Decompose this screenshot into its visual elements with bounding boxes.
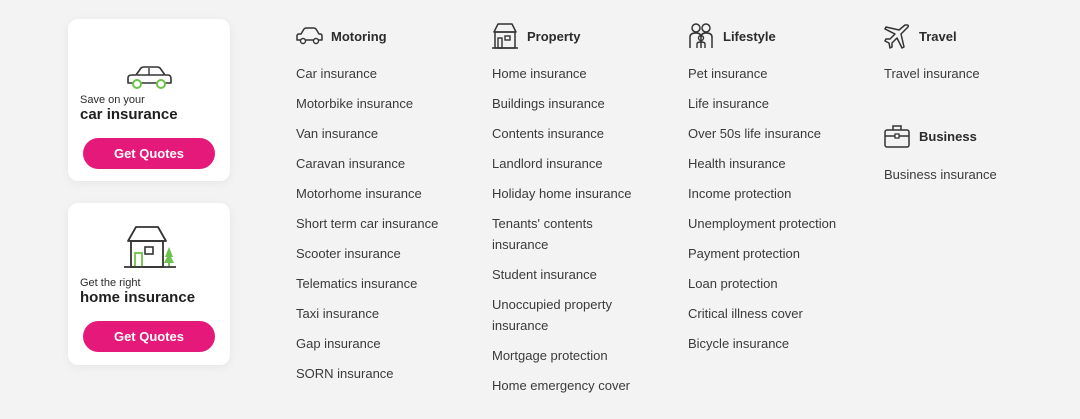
column-title: Business [919, 128, 977, 144]
link-taxi-insurance[interactable]: Taxi insurance [296, 306, 380, 321]
link-loan-protection[interactable]: Loan protection [688, 276, 778, 291]
link-sorn-insurance[interactable]: SORN insurance [296, 366, 394, 381]
lifestyle-link-list [688, 63, 868, 363]
car-insurance-promo-card [68, 19, 230, 181]
link-business-insurance[interactable]: Business insurance [884, 167, 997, 182]
get-quotes-home-button[interactable]: Get Quotes [83, 321, 215, 352]
business-link-list [884, 164, 1034, 194]
house-icon [491, 22, 519, 50]
link-contents-insurance[interactable]: Contents insurance [492, 126, 605, 141]
link-short-term-car-insurance[interactable]: Short term car insurance [296, 216, 439, 231]
link-van-insurance[interactable]: Van insurance [296, 126, 379, 141]
link-tenants-contents-insurance[interactable]: Tenants' contents insurance [492, 216, 593, 252]
car-illustration [68, 63, 230, 93]
link-life-insurance[interactable]: Life insurance [688, 96, 769, 111]
promo-subtitle: Get the right [80, 277, 141, 289]
link-home-insurance[interactable]: Home insurance [492, 66, 587, 81]
link-scooter-insurance[interactable]: Scooter insurance [296, 246, 401, 261]
link-caravan-insurance[interactable]: Caravan insurance [296, 156, 406, 171]
property-link-list [492, 63, 652, 405]
link-holiday-home-insurance[interactable]: Holiday home insurance [492, 186, 632, 201]
column-title: Travel [919, 28, 957, 44]
link-payment-protection[interactable]: Payment protection [688, 246, 801, 261]
link-mortgage-protection[interactable]: Mortgage protection [492, 348, 608, 363]
link-home-emergency-cover[interactable]: Home emergency cover [492, 378, 630, 393]
link-car-insurance[interactable]: Car insurance [296, 66, 377, 81]
link-landlord-insurance[interactable]: Landlord insurance [492, 156, 603, 171]
house-icon [122, 223, 176, 271]
link-unoccupied-property-insurance[interactable]: Unoccupied property insurance [492, 297, 612, 333]
link-bicycle-insurance[interactable]: Bicycle insurance [688, 336, 790, 351]
lifestyle-heading [687, 22, 776, 50]
travel-link-list [884, 63, 1034, 93]
link-telematics-insurance[interactable]: Telematics insurance [296, 276, 418, 291]
column-title: Lifestyle [723, 28, 776, 44]
link-unemployment-protection[interactable]: Unemployment protection [688, 216, 837, 231]
get-quotes-car-button[interactable]: Get Quotes [83, 138, 215, 169]
link-student-insurance[interactable]: Student insurance [492, 267, 597, 282]
motoring-link-list [296, 63, 466, 393]
car-icon [124, 63, 174, 93]
link-motorbike-insurance[interactable]: Motorbike insurance [296, 96, 414, 111]
link-gap-insurance[interactable]: Gap insurance [296, 336, 381, 351]
link-travel-insurance[interactable]: Travel insurance [884, 66, 980, 81]
motoring-heading [295, 22, 387, 50]
link-motorhome-insurance[interactable]: Motorhome insurance [296, 186, 422, 201]
plane-icon [883, 22, 911, 50]
link-buildings-insurance[interactable]: Buildings insurance [492, 96, 605, 111]
link-pet-insurance[interactable]: Pet insurance [688, 66, 768, 81]
promo-title: car insurance [80, 106, 178, 123]
column-title: Property [527, 28, 581, 44]
car-icon [295, 22, 323, 50]
column-title: Motoring [331, 28, 387, 44]
link-income-protection[interactable]: Income protection [688, 186, 792, 201]
link-critical-illness-cover[interactable]: Critical illness cover [688, 306, 803, 321]
family-icon [687, 22, 715, 50]
business-heading [883, 122, 977, 150]
link-health-insurance[interactable]: Health insurance [688, 156, 786, 171]
home-insurance-promo-card [68, 203, 230, 365]
briefcase-icon [883, 122, 911, 150]
link-over-50s-life-insurance[interactable]: Over 50s life insurance [688, 126, 821, 141]
promo-subtitle: Save on your [80, 94, 145, 106]
promo-title: home insurance [80, 289, 196, 306]
travel-heading [883, 22, 957, 50]
property-heading [491, 22, 580, 50]
house-illustration [68, 223, 230, 271]
